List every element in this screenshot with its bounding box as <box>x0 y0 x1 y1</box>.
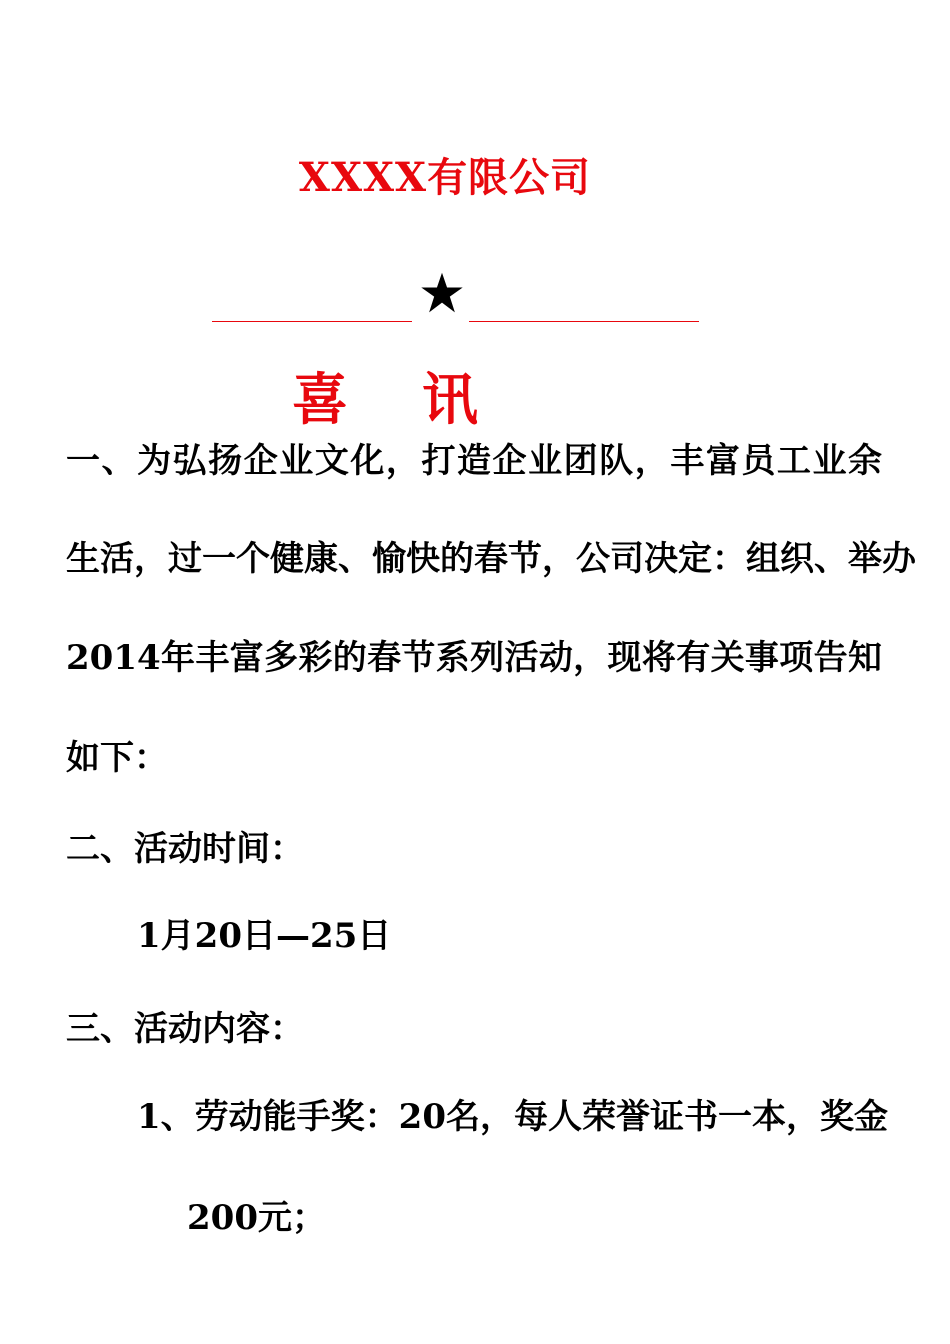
para1-line-3: 2014年丰富多彩的春节系列活动，现将有关事项告知 <box>66 638 882 678</box>
header-rule-right <box>469 321 699 322</box>
company-name: XXXX有限公司 <box>298 154 592 201</box>
title-char-2: 讯 <box>422 367 478 433</box>
star-icon <box>419 270 465 316</box>
item1-line-1: 1、劳动能手奖：20名，每人荣誉证书一本，奖金 <box>137 1097 888 1137</box>
para1-line-2: 生活，过一个健康、愉快的春节，公司决定：组织、举办 <box>66 539 916 579</box>
header-rule-left <box>212 321 412 322</box>
para1-line-1: 一、为弘扬企业文化，打造企业团队，丰富员工业余 <box>66 441 882 481</box>
section2-heading: 二、活动时间： <box>66 829 304 869</box>
document-title <box>292 360 478 440</box>
item1-line-2: 200元； <box>187 1198 326 1238</box>
title-char-1: 喜 <box>292 367 348 433</box>
para1-line-4: 如下： <box>66 738 168 778</box>
section3-heading: 三、活动内容： <box>66 1009 304 1049</box>
activity-time: 1月20日—25日 <box>137 916 392 956</box>
